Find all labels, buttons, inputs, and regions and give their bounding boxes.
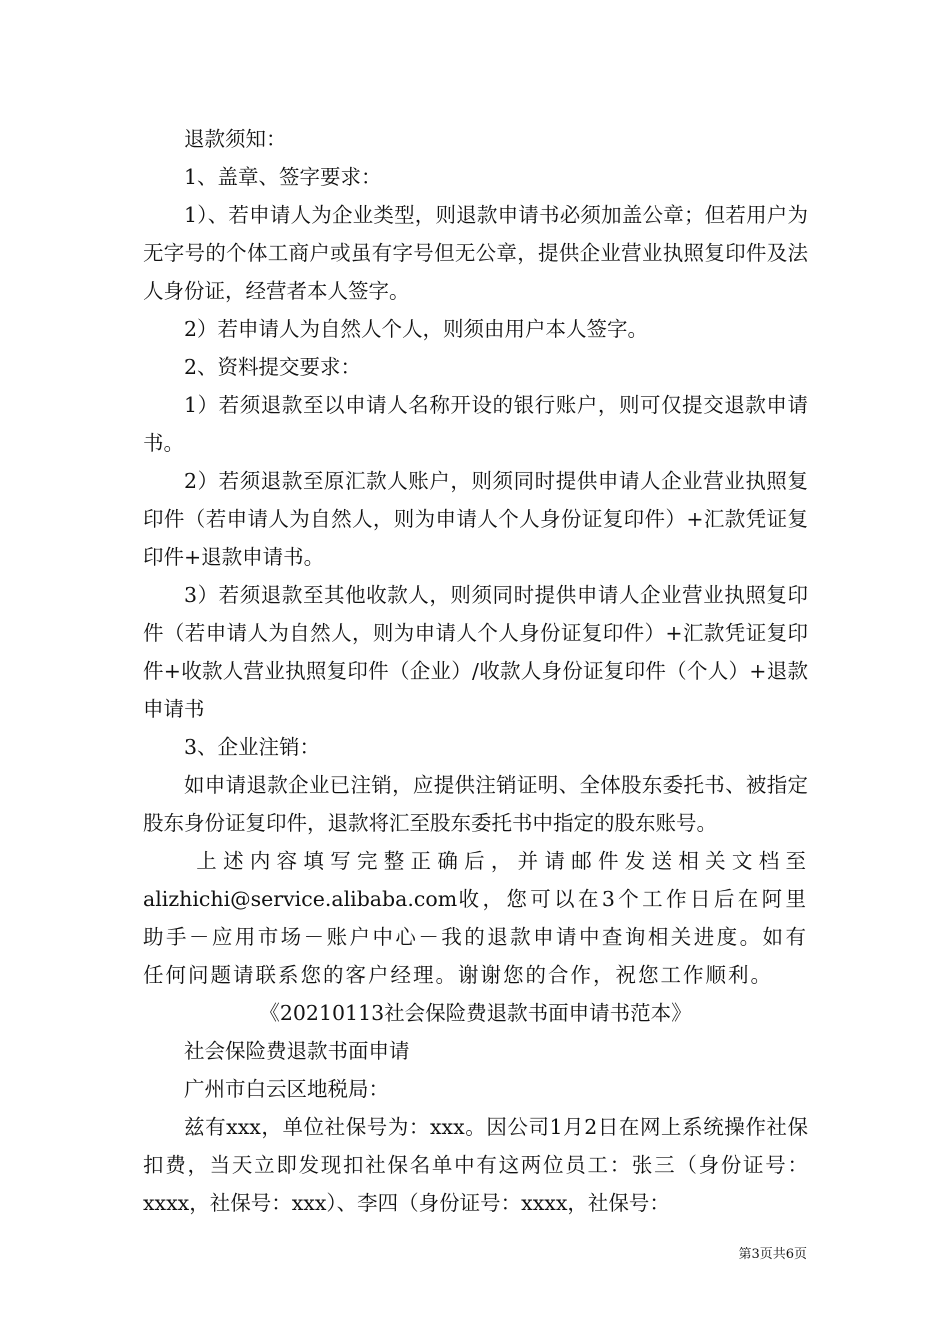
submission-rule-other-payee: 3）若须退款至其他收款人，则须同时提供申请人企业营业执照复印件（若申请人为自然人，则为申请人个人身份证复印件）+汇款凭证复印件+收款人营业执照复印件（企业）/收款人身份证复印件（个人）+退款申请书 bbox=[143, 583, 808, 721]
closing-suffix: 收，您可以在3个工作日后在阿里助手－应用市场－账户中心－我的退款申请中查询相关进度。如有任何问题请联系您的客户经理。谢谢您的合作，祝您工作顺利。 bbox=[143, 887, 808, 987]
closing-prefix: 上述内容填写完整正确后，并请邮件发送相关文档至 bbox=[196, 849, 808, 873]
submission-heading: 2、资料提交要求： bbox=[184, 355, 362, 379]
letter-heading: 社会保险费退款书面申请 bbox=[184, 1039, 410, 1063]
letter-recipient: 广州市白云区地税局： bbox=[184, 1077, 389, 1101]
stamp-rule-enterprise: 1）、若申请人为企业类型，则退款申请书必须加盖公章；但若用户为无字号的个体工商户或虽有字号但无公章，提供企业营业执照复印件及法人身份证，经营者本人签字。 bbox=[143, 203, 808, 303]
closing-paragraph bbox=[143, 842, 808, 994]
document-body bbox=[143, 120, 808, 1222]
deregistration-heading: 3、企业注销： bbox=[184, 735, 321, 759]
support-email-link[interactable]: alizhichi@service.alibaba.com bbox=[143, 887, 458, 911]
stamp-rule-individual: 2）若申请人为自然人个人，则须由用户本人签字。 bbox=[184, 317, 649, 341]
submission-rule-original-remitter: 2）若须退款至原汇款人账户，则须同时提供申请人企业营业执照复印件（若申请人为自然人，则为申请人个人身份证复印件）+汇款凭证复印件+退款申请书。 bbox=[143, 469, 808, 569]
deregistration-rule: 如申请退款企业已注销，应提供注销证明、全体股东委托书、被指定股东身份证复印件，退款将汇至股东委托书中指定的股东账号。 bbox=[143, 773, 808, 835]
submission-rule-own-account: 1）若须退款至以申请人名称开设的银行账户，则可仅提交退款申请书。 bbox=[143, 393, 808, 455]
stamp-signature-heading: 1、盖章、签字要求： bbox=[184, 165, 382, 189]
page-number: 第3页共6页 bbox=[738, 1247, 807, 1262]
refund-notice-heading: 退款须知： bbox=[184, 127, 287, 151]
template-title: 《20210113社会保险费退款书面申请书范本》 bbox=[259, 1001, 692, 1025]
letter-body: 兹有xxx，单位社保号为：xxx。因公司1月2日在网上系统操作社保扣费，当天立即发现扣社保名单中有这两位员工：张三（身份证号：xxxx，社保号：xxx）、李四（身份证号：xxxx，社保号： bbox=[143, 1115, 808, 1215]
